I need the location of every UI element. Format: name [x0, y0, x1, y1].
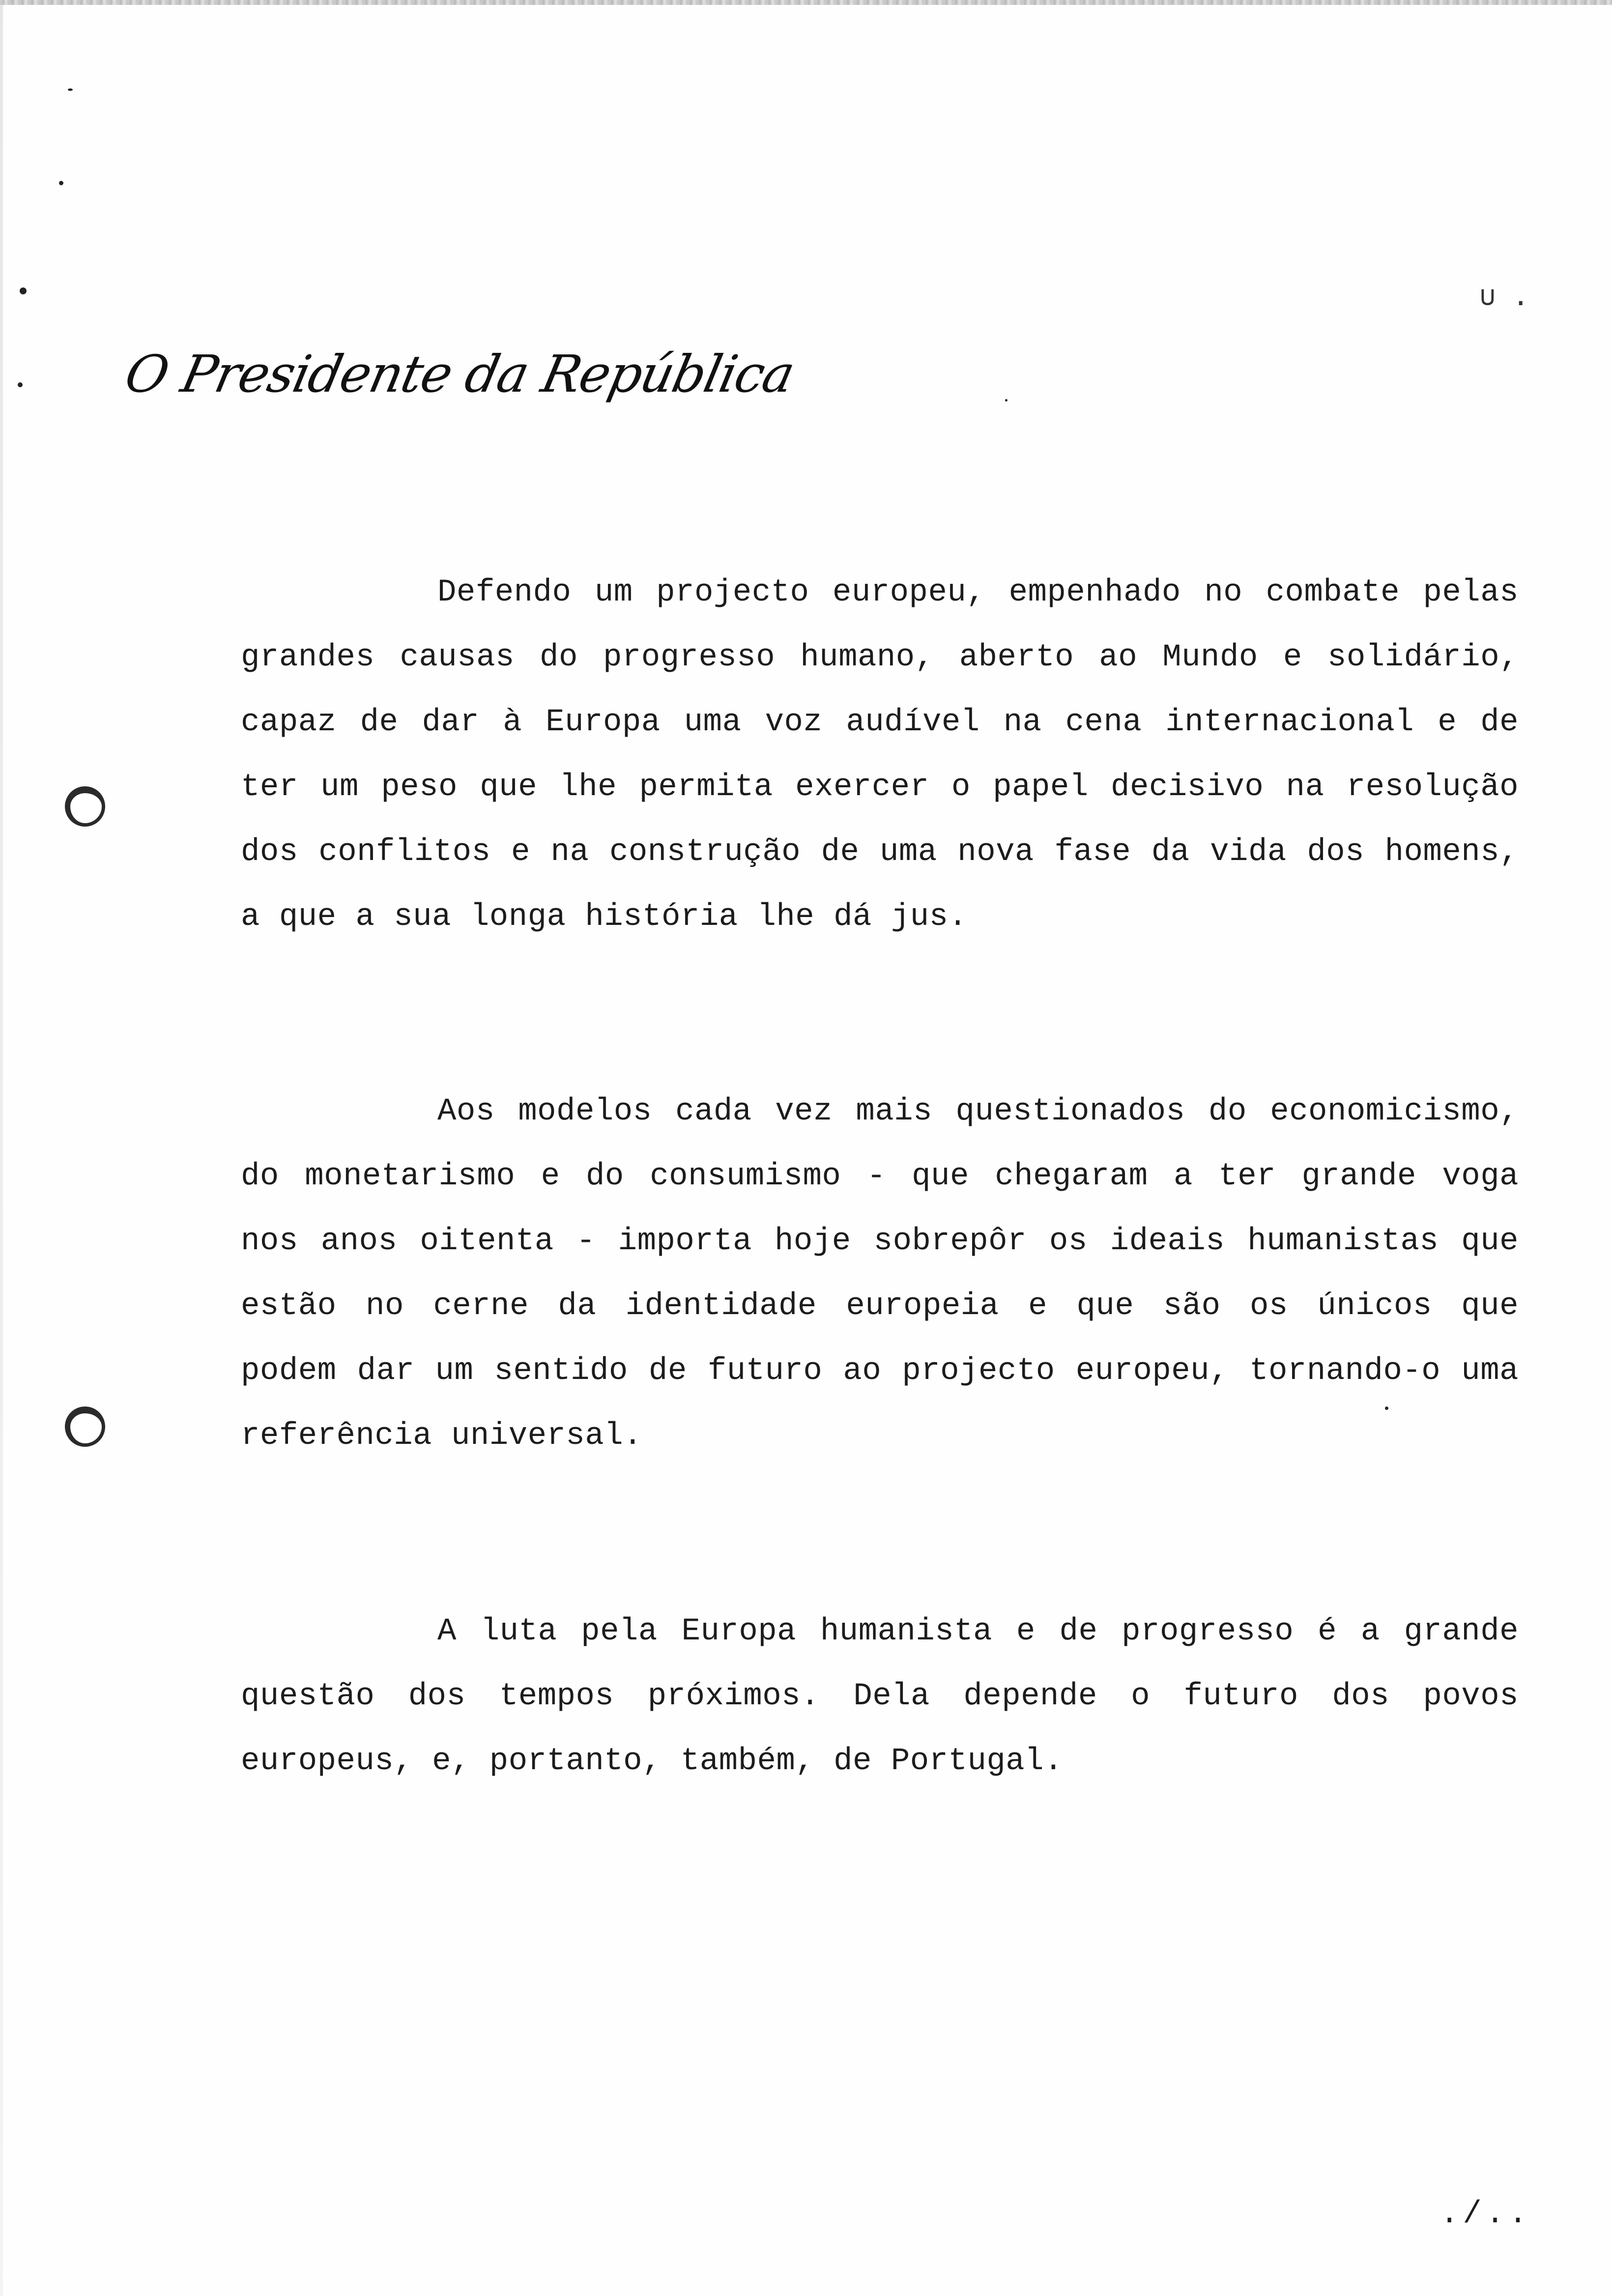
- scan-speck: [1005, 399, 1008, 402]
- scan-speck: [18, 382, 23, 387]
- body-paragraph: A luta pela Europa humanista e de progresso é a grande questão dos tempos próximos. Dela depende o futuro dos povos europeus, e, portanto, também, de Portugal.: [241, 1614, 1519, 1779]
- body-paragraph: Defendo um projecto europeu, empenhado no combate pelas grandes causas do progresso humano, aberto ao Mundo e solidário, capaz de dar à Europa uma voz audível na cena internacional e de ter um peso que lhe permita exercer o papel decisivo na resolução dos conflitos e na construção de uma nova fase da vida dos homens, a que a sua longa história lhe dá jus.: [241, 575, 1519, 935]
- punch-hole: [65, 1406, 105, 1447]
- scan-top-edge: [0, 0, 1612, 5]
- page-continuation-mark: ./..: [1440, 2197, 1531, 2232]
- scan-speck: [20, 287, 27, 294]
- letterhead-title: O Presidente da República: [120, 344, 800, 404]
- body-paragraph: Aos modelos cada vez mais questionados do economicismo, do monetarismo e do consumismo - que chegaram a ter grande voga nos anos oitenta - importa hoje sobrepôr os ideais humanistas que estão no cerne da identidade europeia e que são os únicos que podem dar um sentido de futuro ao projecto europeu, tornando-o uma referência universal.: [241, 1094, 1519, 1454]
- punch-hole: [65, 786, 105, 827]
- scan-left-edge: [0, 0, 3, 2296]
- corner-mark: ∪ .: [1479, 280, 1529, 312]
- scan-speck: [68, 88, 73, 91]
- scan-speck: [59, 181, 63, 185]
